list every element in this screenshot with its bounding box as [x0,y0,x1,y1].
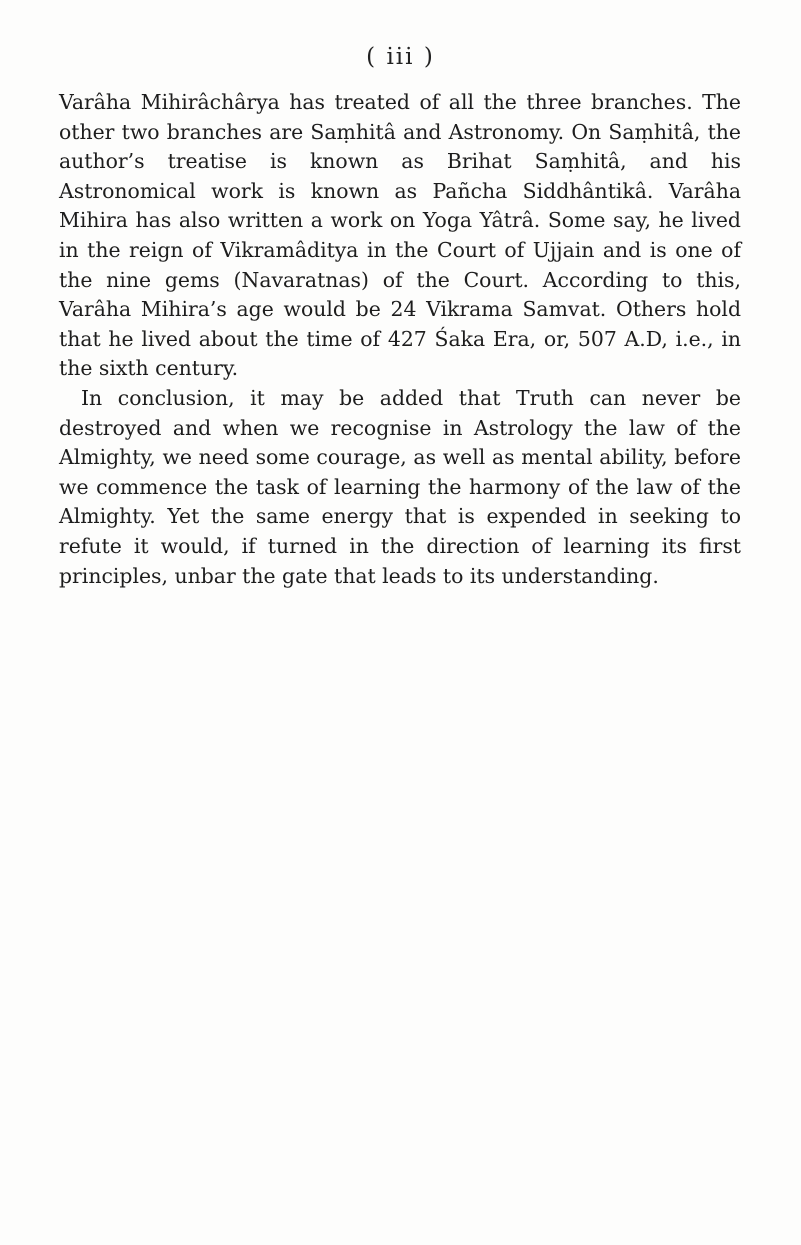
paragraph-1: Varâha Mihirâchârya has treated of all the three branches. The other two branches are Saṃhitâ and Astronomy. On Saṃhitâ, the author’s treatise is known as Brihat Saṃhitâ, and his Astronomical work is known as Pañcha Siddhântikâ. Varâha Mihira has also written a work on Yoga Yâtrâ. Some say, he lived in the reign of Vikramâditya in the Court of Ujjain and is one of the nine gems (Navaratnas) of the Court. According to this, Varâha Mihira’s age would be 24 Vikrama Samvat. Others hold that he lived about the time of 427 Śaka Era, or, 507 A.D, i.e., in the sixth century. [59,90,741,381]
body-text [59,88,741,591]
paragraph-2: In conclusion, it may be added that Truth can never be destroyed and when we recognise in Astrology the law of the Almighty, we need some courage, as well as mental ability, before we commence the task of learning the harmony of the law of the Almighty. Yet the same energy that is expended in seeking to refute it would, if turned in the direction of learning its first principles, unbar the gate that leads to its understanding. [59,385,741,588]
page-number: ( iii ) [366,44,435,70]
